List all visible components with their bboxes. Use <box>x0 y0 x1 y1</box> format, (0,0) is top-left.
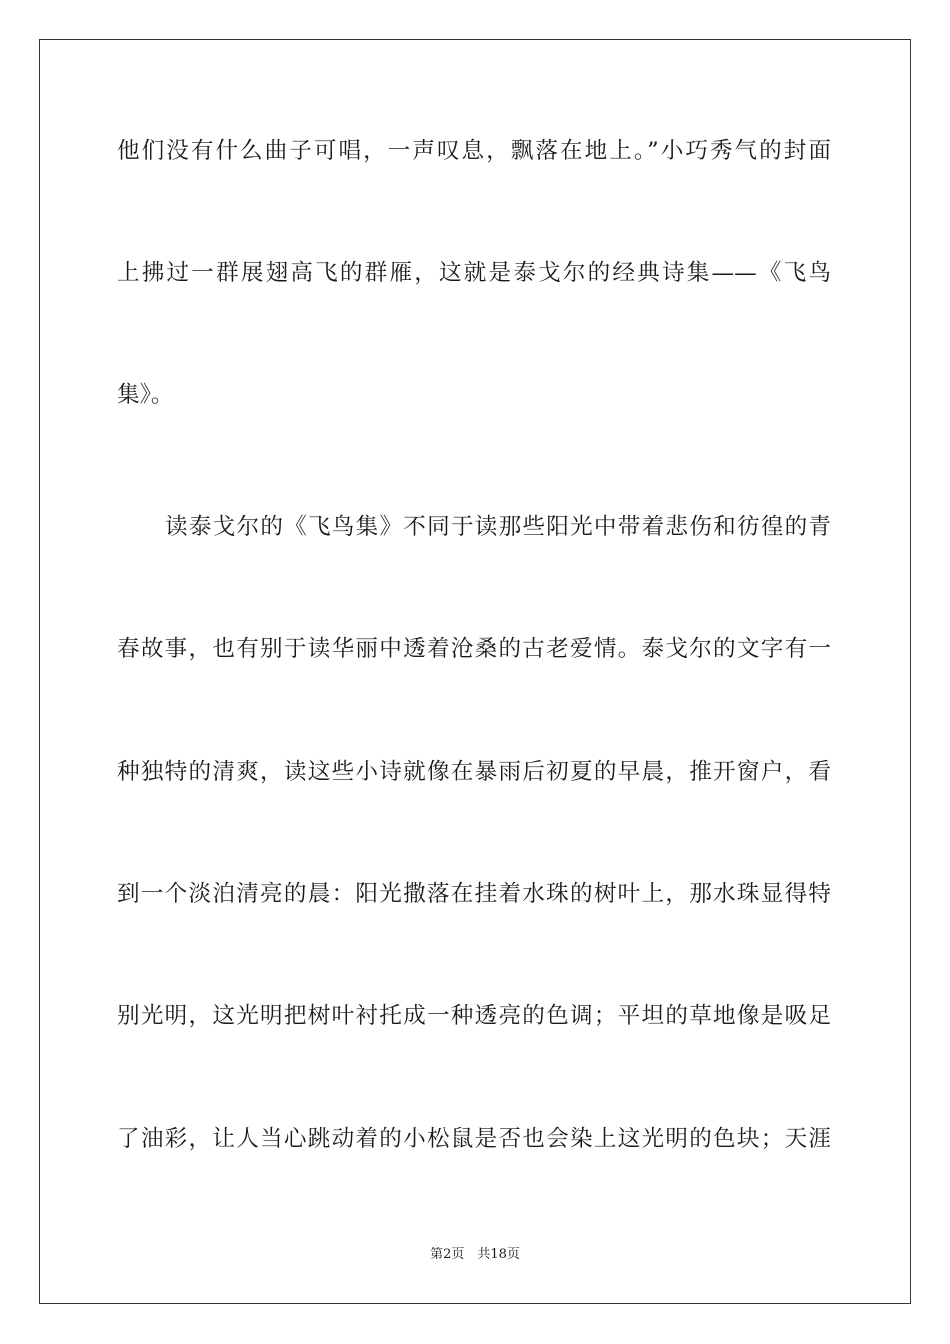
page-border <box>39 39 911 1304</box>
paragraph-first-line: 读泰戈尔的《飞鸟集》不同于读那些阳光中带着悲伤和彷徨的青 <box>165 514 831 540</box>
text-line: 集》。 <box>117 382 174 408</box>
text-line: 种独特的清爽，读这些小诗就像在暴雨后初夏的早晨，推开窗户，看 <box>117 759 831 785</box>
text-line: 春故事，也有别于读华丽中透着沧桑的古老爱情。泰戈尔的文字有一 <box>117 636 831 662</box>
text-line: 别光明，这光明把树叶衬托成一种透亮的色调；平坦的草地像是吸足 <box>117 1003 831 1029</box>
page-number-footer: 第2页 共18页 <box>430 1247 520 1262</box>
text-line: 了油彩，让人当心跳动着的小松鼠是否也会染上这光明的色块；天涯 <box>117 1126 831 1152</box>
text-line: 到一个淡泊清亮的晨：阳光撒落在挂着水珠的树叶上，那水珠显得特 <box>117 881 831 907</box>
text-line: 他们没有什么曲子可唱，一声叹息，飘落在地上。”小巧秀气的封面 <box>117 138 831 164</box>
text-line: 上拂过一群展翅高飞的群雁，这就是泰戈尔的经典诗集——《飞鸟 <box>117 260 831 286</box>
